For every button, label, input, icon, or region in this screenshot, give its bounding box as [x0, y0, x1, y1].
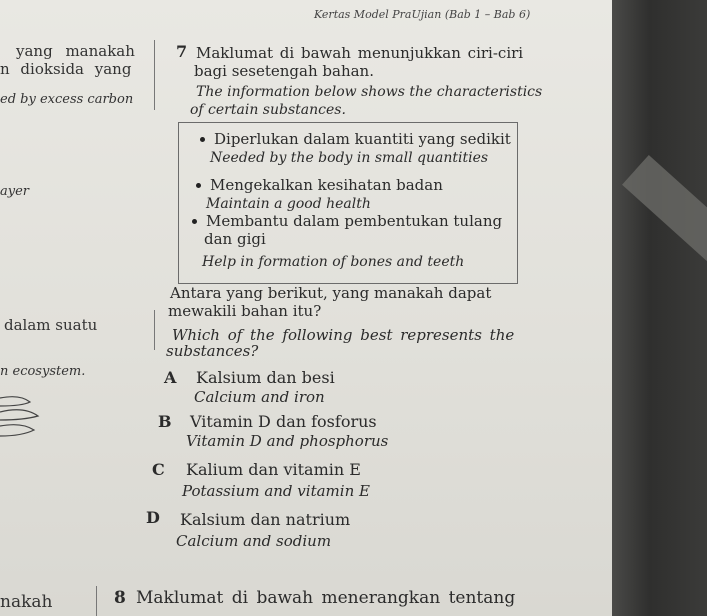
- option-b-en: Vitamin D and phosphorus: [186, 432, 389, 450]
- question-8-stem-ms: Maklumat di bawah menerangkan tentang: [136, 588, 516, 608]
- left-col-line-1: yang manakah: [16, 42, 135, 60]
- question-7-stem-ms: Maklumat di bawah menunjukkan ciri-ciri: [196, 44, 524, 62]
- option-b-ms: Vitamin D dan fosforus: [190, 412, 377, 431]
- question-7-ask-en: substances?: [166, 342, 259, 360]
- info-item-en: Needed by the body in small quantities: [210, 150, 489, 166]
- left-col-line-7: nakah: [0, 592, 53, 612]
- question-8-number: 8: [114, 588, 126, 608]
- option-letter-a: A: [164, 368, 177, 387]
- option-letter-c: C: [152, 460, 165, 479]
- question-7-stem-en: The information below shows the characteristics: [196, 84, 543, 100]
- question-7-number: 7: [176, 42, 188, 61]
- option-c-ms: Kalium dan vitamin E: [186, 460, 361, 479]
- info-item-ms: Mengekalkan kesihatan badan: [210, 176, 443, 194]
- info-item-ms: Diperlukan dalam kuantiti yang sedikit: [214, 130, 511, 148]
- info-item-ms: dan gigi: [204, 230, 266, 248]
- info-item-en: Help in formation of bones and teeth: [202, 254, 465, 270]
- question-7-ask-en: Which of the following best represents the: [172, 326, 515, 344]
- left-col-line-2: n dioksida yang: [0, 60, 132, 78]
- left-col-line-6: n ecosystem.: [0, 364, 86, 379]
- wave-diagram-fragment: [0, 392, 48, 442]
- question-7-stem-en: of certain substances.: [190, 102, 346, 118]
- left-col-line-5: dalam suatu: [4, 316, 98, 334]
- page-header: Kertas Model PraUjian (Bab 1 – Bab 6): [314, 8, 531, 21]
- option-d-en: Calcium and sodium: [176, 532, 332, 550]
- question-7-ask-ms: mewakili bahan itu?: [168, 302, 322, 320]
- option-d-ms: Kalsium dan natrium: [180, 510, 351, 529]
- background-edge: [612, 0, 707, 616]
- left-col-line-3: ed by excess carbon: [0, 92, 134, 107]
- column-divider: [96, 586, 97, 616]
- info-item-ms: Membantu dalam pembentukan tulang: [206, 212, 503, 230]
- info-item-en: Maintain a good health: [206, 196, 371, 212]
- option-c-en: Potassium and vitamin E: [182, 482, 370, 500]
- column-divider: [154, 310, 155, 350]
- option-letter-b: B: [158, 412, 172, 431]
- question-7-stem-ms: bagi sesetengah bahan.: [194, 62, 374, 80]
- column-divider: [154, 40, 155, 110]
- option-a-ms: Kalsium dan besi: [196, 368, 335, 387]
- left-col-line-4: ayer: [0, 184, 30, 199]
- option-letter-d: D: [146, 508, 160, 527]
- question-7-ask-ms: Antara yang berikut, yang manakah dapat: [170, 284, 492, 302]
- option-a-en: Calcium and iron: [194, 388, 325, 406]
